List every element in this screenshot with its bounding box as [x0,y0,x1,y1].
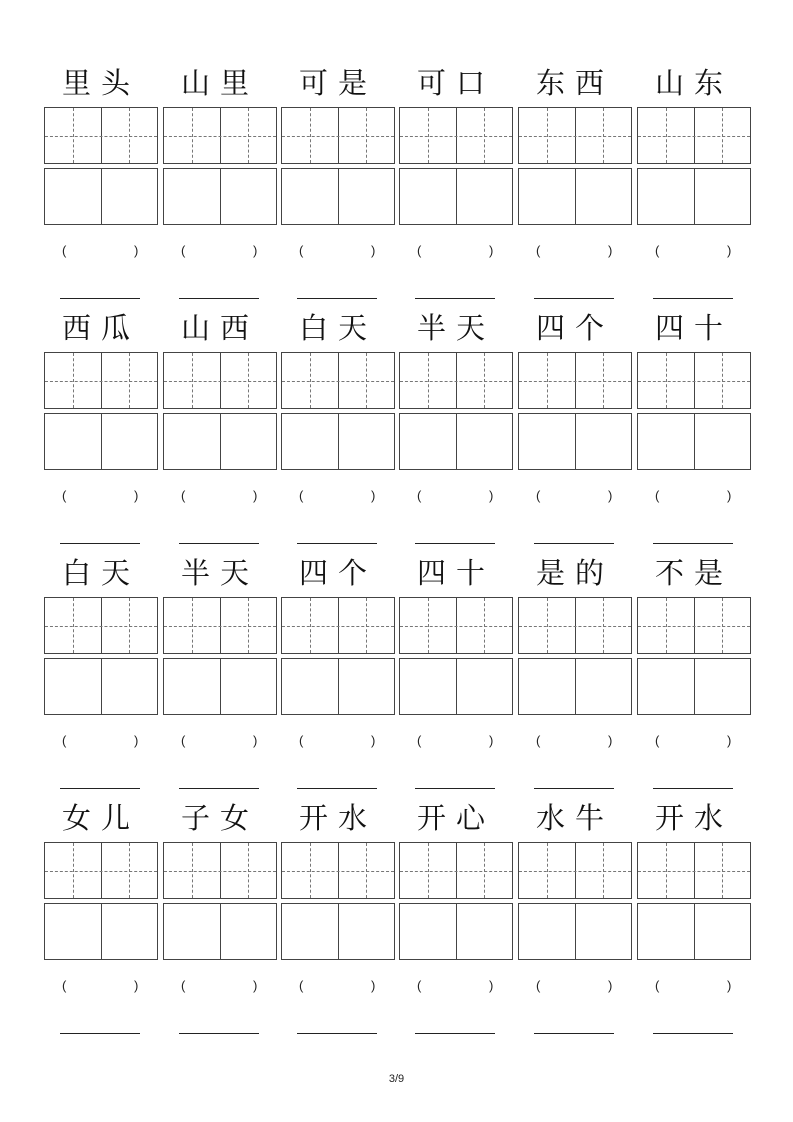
paren-close: ) [371,488,376,503]
word-prompt: 不是 [654,556,733,590]
word-prompt: 半天 [180,556,259,590]
writing-box[interactable] [281,168,395,225]
tianzi-practice-grid[interactable] [637,352,751,409]
tianzi-practice-grid[interactable] [44,597,158,654]
paren-open: ( [655,243,660,258]
tianzi-practice-grid[interactable] [637,842,751,899]
paren-close: ) [489,488,494,503]
writing-box[interactable] [281,658,395,715]
writing-box[interactable] [637,413,751,470]
paren-close: ) [608,243,613,258]
paren-close: ) [134,978,139,993]
paren-close: ) [727,488,732,503]
page-number: 3/9 [388,1073,405,1085]
writing-box[interactable] [518,413,632,470]
tianzi-practice-grid[interactable] [518,352,632,409]
answer-line[interactable] [179,788,259,789]
writing-box[interactable] [518,658,632,715]
word-prompt: 水牛 [535,801,614,835]
paren-open: ( [417,488,422,503]
paren-open: ( [655,978,660,993]
answer-line[interactable] [297,1033,377,1034]
writing-box[interactable] [399,413,513,470]
paren-open: ( [181,978,186,993]
answer-line[interactable] [653,788,733,789]
word-prompt: 西瓜 [61,311,140,345]
answer-line[interactable] [60,298,140,299]
word-prompt: 半天 [416,311,495,345]
paren-open: ( [62,488,67,503]
tianzi-practice-grid[interactable] [637,107,751,164]
tianzi-practice-grid[interactable] [637,597,751,654]
writing-box[interactable] [281,903,395,960]
answer-line[interactable] [297,298,377,299]
word-prompt: 开水 [654,801,733,835]
word-prompt: 可是 [298,66,377,100]
word-prompt: 四十 [654,311,733,345]
word-prompt: 白天 [298,311,377,345]
answer-line[interactable] [297,788,377,789]
writing-box[interactable] [163,903,277,960]
word-prompt: 子女 [180,801,259,835]
tianzi-practice-grid[interactable] [518,107,632,164]
writing-box[interactable] [44,903,158,960]
writing-box[interactable] [44,168,158,225]
writing-box[interactable] [637,168,751,225]
writing-box[interactable] [163,658,277,715]
word-prompt: 山西 [180,311,259,345]
paren-close: ) [608,978,613,993]
paren-open: ( [62,733,67,748]
paren-close: ) [489,243,494,258]
paren-close: ) [371,733,376,748]
paren-open: ( [536,488,541,503]
paren-open: ( [655,488,660,503]
word-prompt: 东西 [535,66,614,100]
answer-line[interactable] [60,788,140,789]
word-prompt: 四个 [298,556,377,590]
paren-close: ) [253,733,258,748]
word-prompt: 四个 [535,311,614,345]
tianzi-practice-grid[interactable] [518,597,632,654]
answer-line[interactable] [179,543,259,544]
tianzi-practice-grid[interactable] [44,352,158,409]
answer-line[interactable] [415,298,495,299]
tianzi-practice-grid[interactable] [399,842,513,899]
paren-close: ) [371,243,376,258]
word-prompt: 山东 [654,66,733,100]
paren-close: ) [608,488,613,503]
paren-open: ( [655,733,660,748]
answer-line[interactable] [60,543,140,544]
tianzi-practice-grid[interactable] [399,107,513,164]
tianzi-practice-grid[interactable] [44,842,158,899]
answer-line[interactable] [534,788,614,789]
answer-line[interactable] [179,298,259,299]
word-prompt: 是的 [535,556,614,590]
tianzi-practice-grid[interactable] [281,842,395,899]
paren-open: ( [62,978,67,993]
paren-open: ( [417,733,422,748]
word-prompt: 开水 [298,801,377,835]
answer-line[interactable] [653,1033,733,1034]
paren-close: ) [608,733,613,748]
answer-line[interactable] [415,543,495,544]
paren-close: ) [371,978,376,993]
paren-open: ( [62,243,67,258]
paren-open: ( [417,978,422,993]
paren-open: ( [181,733,186,748]
answer-line[interactable] [297,543,377,544]
word-prompt: 里头 [61,66,140,100]
answer-line[interactable] [653,298,733,299]
paren-close: ) [727,733,732,748]
writing-box[interactable] [163,168,277,225]
tianzi-practice-grid[interactable] [281,597,395,654]
writing-box[interactable] [163,413,277,470]
paren-close: ) [253,978,258,993]
tianzi-practice-grid[interactable] [163,107,277,164]
writing-box[interactable] [399,168,513,225]
paren-open: ( [181,488,186,503]
word-prompt: 白天 [61,556,140,590]
paren-close: ) [727,243,732,258]
word-prompt: 山里 [180,66,259,100]
tianzi-practice-grid[interactable] [518,842,632,899]
writing-box[interactable] [518,168,632,225]
writing-box[interactable] [281,413,395,470]
tianzi-practice-grid[interactable] [281,352,395,409]
paren-open: ( [181,243,186,258]
paren-open: ( [299,978,304,993]
answer-line[interactable] [415,1033,495,1034]
paren-close: ) [727,978,732,993]
tianzi-practice-grid[interactable] [163,352,277,409]
paren-open: ( [536,243,541,258]
answer-line[interactable] [534,543,614,544]
paren-close: ) [253,488,258,503]
paren-open: ( [299,488,304,503]
paren-open: ( [299,243,304,258]
word-prompt: 女儿 [61,801,140,835]
writing-box[interactable] [637,658,751,715]
paren-close: ) [134,488,139,503]
word-prompt: 可口 [416,66,495,100]
tianzi-practice-grid[interactable] [163,597,277,654]
answer-line[interactable] [60,1033,140,1034]
tianzi-practice-grid[interactable] [399,597,513,654]
writing-box[interactable] [399,903,513,960]
paren-open: ( [299,733,304,748]
word-prompt: 四十 [416,556,495,590]
answer-line[interactable] [653,543,733,544]
paren-close: ) [489,733,494,748]
writing-box[interactable] [637,903,751,960]
tianzi-practice-grid[interactable] [44,107,158,164]
tianzi-practice-grid[interactable] [163,842,277,899]
writing-box[interactable] [518,903,632,960]
paren-close: ) [134,243,139,258]
paren-close: ) [489,978,494,993]
answer-line[interactable] [415,788,495,789]
paren-close: ) [253,243,258,258]
paren-close: ) [134,733,139,748]
tianzi-practice-grid[interactable] [281,107,395,164]
answer-line[interactable] [534,298,614,299]
paren-open: ( [417,243,422,258]
writing-box[interactable] [399,658,513,715]
writing-box[interactable] [44,658,158,715]
paren-open: ( [536,733,541,748]
tianzi-practice-grid[interactable] [399,352,513,409]
paren-open: ( [536,978,541,993]
word-prompt: 开心 [416,801,495,835]
writing-box[interactable] [44,413,158,470]
answer-line[interactable] [534,1033,614,1034]
answer-line[interactable] [179,1033,259,1034]
